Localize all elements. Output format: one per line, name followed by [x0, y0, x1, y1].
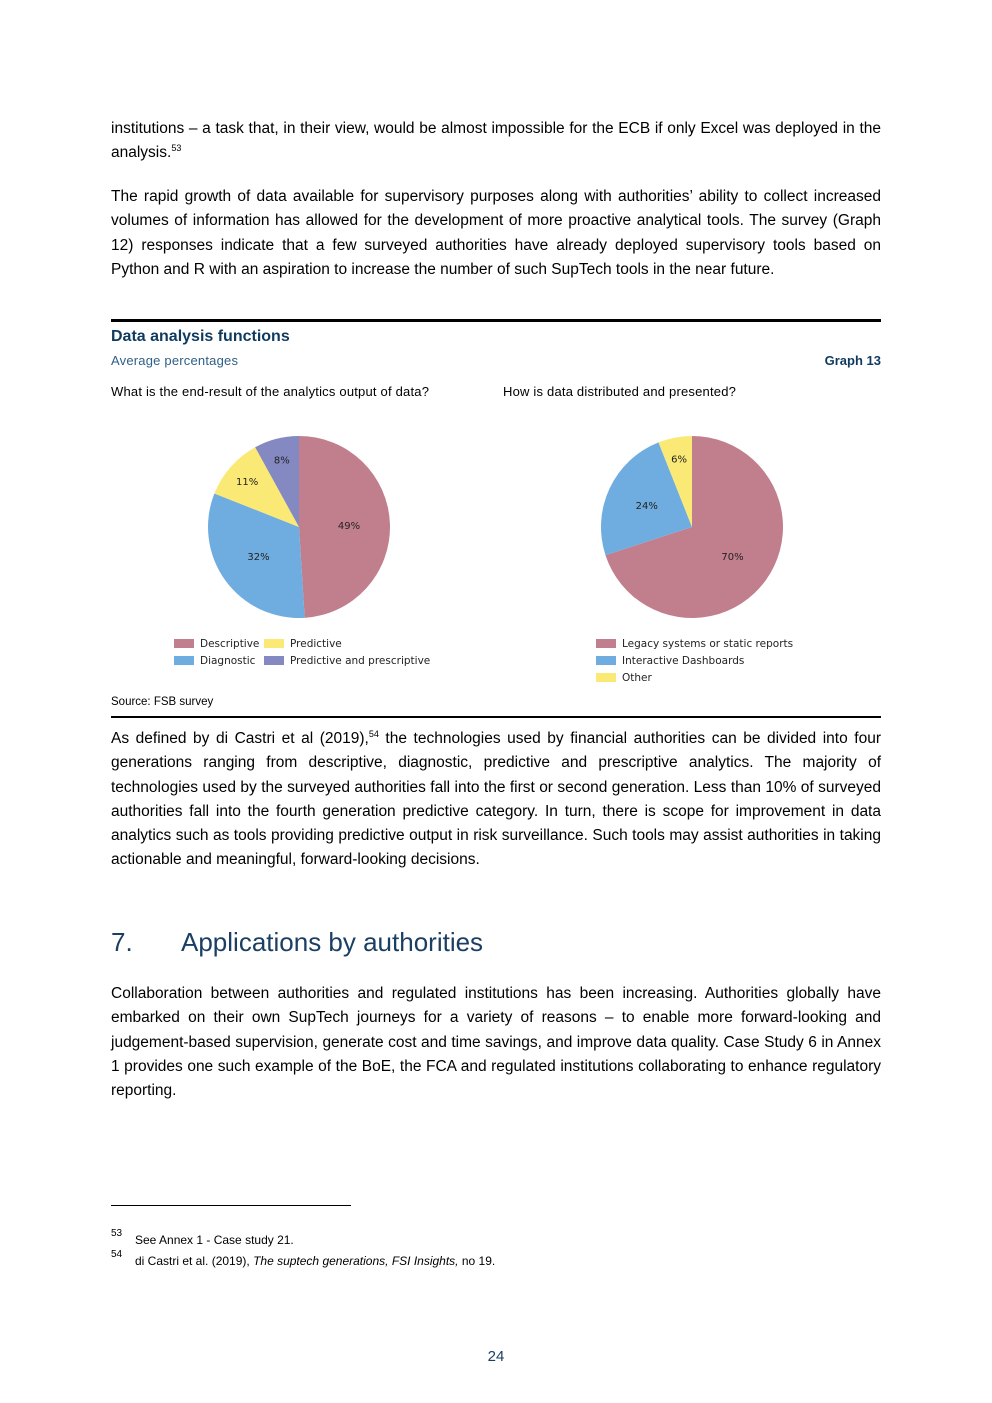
graph-bottom-rule — [111, 716, 881, 718]
footnote-text-italic: The suptech generations, FSI Insights, — [253, 1254, 459, 1268]
legend-swatch — [596, 656, 616, 665]
legend-item — [174, 638, 259, 650]
footnote-text-b: no 19. — [458, 1254, 496, 1268]
footnote-text — [135, 1254, 495, 1268]
footnote-text-a: di Castri et al. (2019), — [135, 1254, 254, 1268]
graph-title: Data analysis functions — [111, 328, 290, 345]
legend-swatch — [264, 639, 284, 648]
pie-chart-end-result — [199, 427, 399, 627]
footnote-ref-54[interactable]: 54 — [368, 728, 379, 739]
paragraph-1-text: institutions – a task that, in their view, would be almost impossible for the ECB if only Excel was deployed in the analysis. — [111, 120, 881, 162]
footnote-rule — [111, 1205, 351, 1206]
pie-data-label: 32% — [247, 551, 270, 563]
paragraph-4: Collaboration between authorities and regulated institutions has been increasing. Authorities globally have embarked on their own SupTech journeys for a variety of reasons – to enable more forward-looking and judgement-based supervision, generate cost and time savings, and improve data quality. Case Study 6 in Annex 1 provides one such example of the BoE, the FCA and regulated institutions collaborating to enhance regulatory reporting. — [111, 985, 881, 1100]
legend-swatch — [596, 639, 616, 648]
legend-label: Predictive and prescriptive — [290, 655, 431, 667]
legend-item — [174, 655, 255, 667]
legend-swatch — [264, 656, 284, 665]
legend-label: Descriptive — [200, 638, 260, 650]
footnote-ref-53[interactable]: 53 — [171, 143, 182, 154]
section-title: Applications by authorities — [181, 927, 484, 957]
graph-top-rule — [111, 319, 881, 322]
paragraph-3-text-a: As defined by di Castri et al (2019), — [111, 730, 369, 747]
legend-label: Other — [622, 672, 652, 684]
pie-data-label: 6% — [671, 454, 687, 466]
pie-chart-distribution — [592, 427, 792, 627]
graph-source: Source: FSB survey — [111, 696, 214, 708]
legend-item — [264, 655, 430, 667]
legend-label: Predictive — [290, 638, 342, 650]
page-number: 24 — [487, 1348, 505, 1365]
legend-label: Diagnostic — [200, 655, 256, 667]
footnote-number: 53 — [111, 1228, 123, 1239]
pie-data-label: 8% — [273, 455, 290, 467]
legend-label: Interactive Dashboards — [622, 655, 745, 667]
legend-item — [596, 655, 744, 667]
paragraph-1 — [111, 117, 881, 166]
legend-item — [596, 638, 793, 650]
section-number: 7. — [111, 927, 133, 957]
chart-1-question: What is the end-result of the analytics output of data? — [111, 384, 430, 399]
paragraph-2: The rapid growth of data available for supervisory purposes along with authorities’ ability to collect increased volumes of information has allowed for the development of more proactive analytical tools. The survey (Graph 12) responses indicate that a few surveyed authorities have already deployed supervisory tools based on Python and R with an aspiration to increase the number of such SupTech tools in the near future. — [111, 188, 881, 278]
paragraph-3 — [111, 727, 881, 873]
legend-item — [596, 672, 652, 684]
pie-data-label: 70% — [721, 551, 744, 563]
legend-swatch — [174, 656, 194, 665]
graph-label: Graph 13 — [824, 353, 881, 368]
footnote-text: See Annex 1 - Case study 21. — [135, 1233, 294, 1247]
section-heading — [111, 927, 483, 958]
pie-data-label: 24% — [635, 501, 658, 513]
legend-swatch — [596, 673, 616, 682]
legend-item — [264, 638, 342, 650]
paragraph-3-text-b: the technologies used by financial authorities can be divided into four generations ranging from descriptive, diagnostic, predictive and prescriptive analytics. The majority of technologies used by the surveyed authorities fall into the first or second generation. Less than 10% of surveyed authorities fall into the fourth generation predictive category. In turn, there is scope for improvement in data analytics such as tools providing predictive output in risk surveillance. Such tools may assist authorities in taking actionable and meaningful, forward-looking decisions. — [111, 730, 881, 869]
graph-subtitle: Average percentages — [111, 353, 239, 368]
footnote-number: 54 — [111, 1249, 123, 1260]
pie-data-label: 49% — [337, 520, 361, 532]
chart-2-question: How is data distributed and presented? — [503, 384, 737, 399]
legend-swatch — [174, 639, 194, 648]
legend-label: Legacy systems or static reports — [622, 638, 794, 650]
pie-data-label: 11% — [236, 476, 259, 488]
